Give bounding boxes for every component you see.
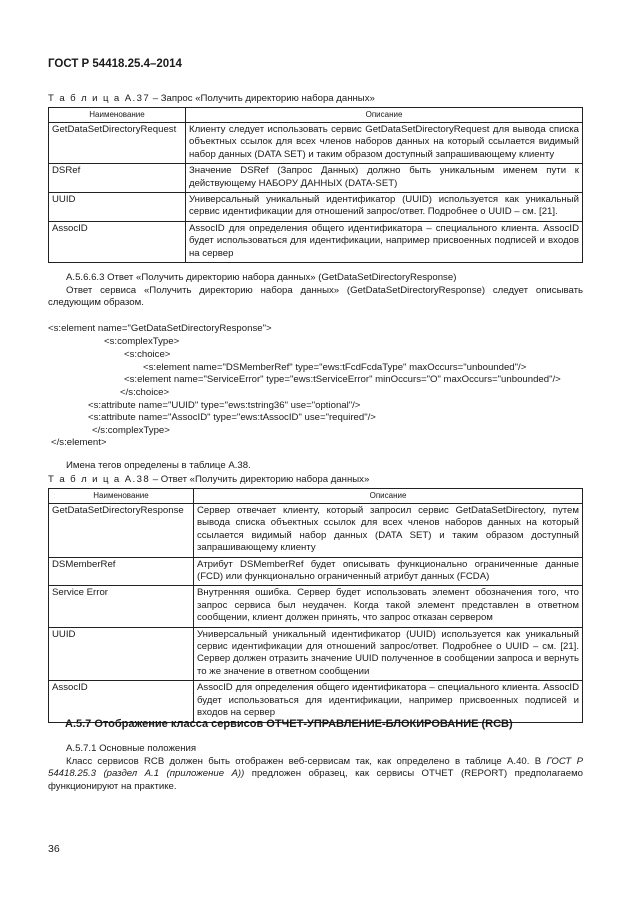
column-header-description: Описание — [186, 108, 583, 123]
row-name: GetDataSetDirectoryRequest — [49, 123, 186, 164]
code-line: </s:element> — [51, 437, 107, 448]
table-row — [49, 504, 583, 558]
tags-note: Имена тегов определены в таблице А.38. — [66, 460, 251, 471]
table-row — [49, 193, 583, 222]
row-name: Service Error — [49, 586, 194, 627]
section-a57-title: А.5.7 Отображение класса сервисов ОТЧЕТ-УПРАВЛЕНИЕ-БЛОКИРОВАНИЕ (RCB) — [65, 718, 513, 730]
row-name: DSMemberRef — [49, 557, 194, 586]
table-row — [49, 586, 583, 627]
code-line: </s:complexType> — [92, 425, 170, 436]
table-a38 — [48, 488, 583, 723]
code-line: <s:attribute name="AssocID" type="ews:tAssocID" use="required"/> — [88, 412, 376, 423]
page-header: ГОСТ Р 54418.25.4–2014 — [48, 58, 182, 70]
row-name: AssocID — [49, 681, 194, 722]
row-name: UUID — [49, 193, 186, 222]
table-row — [49, 557, 583, 586]
column-header-name: Наименование — [49, 489, 194, 504]
table-a38-caption-text: – Ответ «Получить директорию набора данных» — [150, 474, 370, 485]
table-row — [49, 221, 583, 262]
row-description: Значение DSRef (Запрос Данных) должно быть уникальным именем пути к действующему НАБОРУ ДАННЫХ (DATA-SET) — [186, 164, 583, 193]
row-name: AssocID — [49, 221, 186, 262]
section-a5663-heading: А.5.6.6.3 Ответ «Получить директорию набора данных» (GetDataSetDirectoryResponse) — [66, 272, 457, 283]
table-a37-caption — [48, 93, 375, 105]
table-header-row — [49, 489, 583, 504]
row-description: Сервер отвечает клиенту, который запросил сервис GetDataSetDirectory, путем вывода списка объектных ссылок для всех членов наборов данных на который ссылается видимый набор данных (DATA SET) и таким образом доступный запрашивающему клиенту — [194, 504, 583, 558]
page-number: 36 — [48, 843, 60, 855]
table-row — [49, 627, 583, 681]
row-description: AssocID для определения общего идентификатора – специального клиента. AssocID будет использоваться для идентификации, например присвоенных подписей и входов на сервер — [194, 681, 583, 722]
row-description: AssocID для определения общего идентификатора – специального клиента. AssocID будет использоваться для идентификации, например присвоенных подписей и входов на сервер — [186, 221, 583, 262]
column-header-description: Описание — [194, 489, 583, 504]
table-a37-caption-text: – Запрос «Получить директорию набора данных» — [150, 93, 375, 104]
code-line: <s:element name="DSMemberRef" type="ews:tFcdFcdaType" maxOccurs="unbounded"/> — [143, 362, 527, 373]
table-row — [49, 164, 583, 193]
table-a38-caption — [48, 474, 369, 486]
row-name: UUID — [49, 627, 194, 681]
code-line: <s:complexType> — [104, 336, 180, 347]
code-line: <s:element name="GetDataSetDirectoryResponse"> — [48, 323, 272, 334]
row-description: Внутренняя ошибка. Сервер будет использовать элемент обозначения того, что запрос сервиса был неудачен. Когда такой элемент представлен в ответном сообщении, клиент должен принять, что запрос отказан сервером — [194, 586, 583, 627]
table-row — [49, 123, 583, 164]
table-header-row — [49, 108, 583, 123]
table-a37-caption-prefix: Т а б л и ц а А.37 — [48, 93, 151, 104]
code-line: <s:element name="ServiceError" type="ews:tServiceError" minOccurs="O" maxOccurs="unbounded"/> — [124, 374, 561, 385]
row-name: GetDataSetDirectoryResponse — [49, 504, 194, 558]
table-a38-caption-prefix: Т а б л и ц а А.38 — [48, 474, 151, 485]
section-a571-subheading: А.5.7.1 Основные положения — [66, 743, 197, 754]
code-line: <s:choice> — [124, 349, 171, 360]
row-description: Клиенту следует использовать сервис GetDataSetDirectoryRequest для вывода списка объектных ссылок для всех членов наборов данных на который ссылается видимый набор данных (DATA SET) и таким образом доступный запрашивающему клиенту — [186, 123, 583, 164]
body-text: Класс сервисов RCB должен быть отображен веб-сервисам так, как определено в таблице А.40. В — [66, 756, 547, 767]
body-text: предложен образец, как сервисы ОТЧЕТ (REPORT) предполагаемо функционируют на практике. — [48, 768, 584, 792]
row-description: Атрибут DSMemberRef будет описывать функционально ограниченные данные (FCD) или функционально ограниченный атрибут данных (FCDA) — [194, 557, 583, 586]
row-name: DSRef — [49, 164, 186, 193]
code-line: </s:choice> — [120, 387, 170, 398]
table-a37 — [48, 107, 583, 263]
row-description: Универсальный уникальный идентификатор (UUID) используется как уникальный сервис идентификации для отношений запрос/ответ. Подробнее о UUID – см. [21]. — [186, 193, 583, 222]
section-a571-body — [48, 756, 583, 793]
column-header-name: Наименование — [49, 108, 186, 123]
table-row — [49, 681, 583, 722]
row-description: Универсальный уникальный идентификатор (UUID) используется как уникальный сервис идентификации для отношений запрос/ответ. Подробнее о UUID – см. [21]. Сервер должен отразить значение UUID полученное в сообщении запроса и вернуть то же значение в ответном сообщении — [194, 627, 583, 681]
standard-reference: ГОСТ Р 54418.25.3 (раздел А.1 (приложение А)) — [48, 756, 583, 780]
code-line: <s:attribute name="UUID" type="ews:tstring36" use="optional"/> — [88, 400, 361, 411]
section-a5663-body: Ответ сервиса «Получить директорию набора данных» (GetDataSetDirectoryResponse) следует описывать следующим образом. — [48, 285, 583, 309]
